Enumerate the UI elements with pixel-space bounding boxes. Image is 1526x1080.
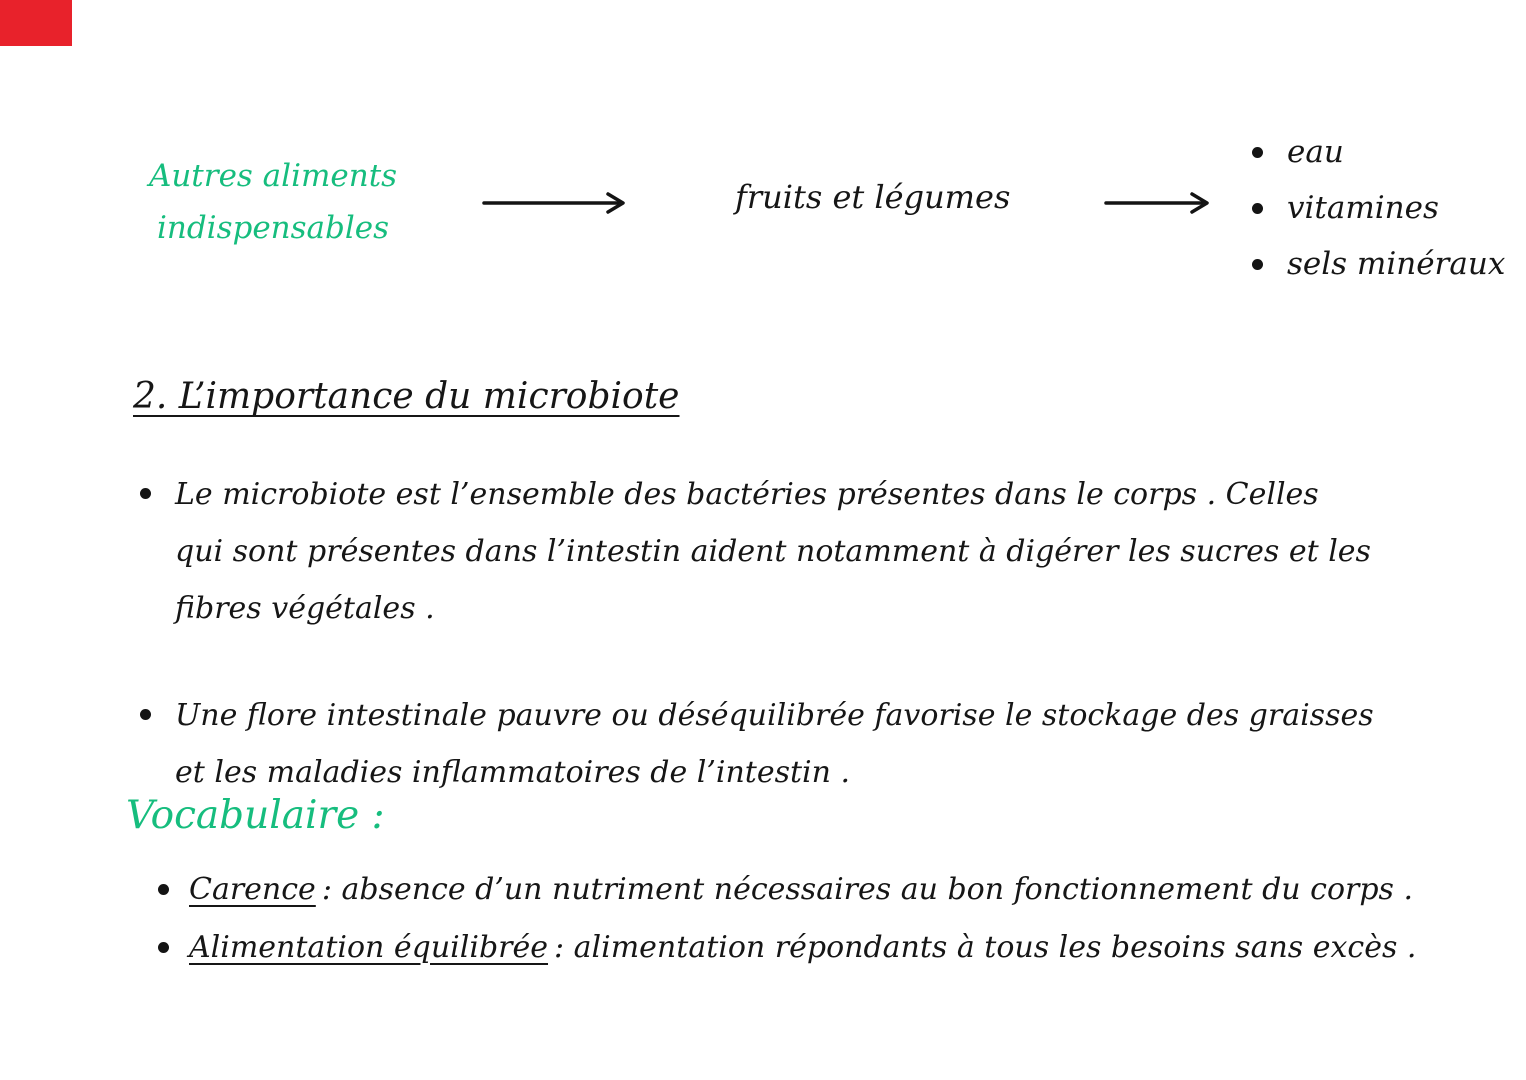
diagram-outputs-list xyxy=(1252,124,1505,292)
vocabulary-entry xyxy=(189,930,1416,965)
list-item xyxy=(158,918,1416,976)
diagram-source-line1: Autres aliments xyxy=(148,158,398,194)
vocabulary-definition: : alimentation répondants à tous les besoins sans excès . xyxy=(554,929,1417,965)
bullet-dot-icon xyxy=(158,942,169,953)
paragraph-text: Le microbiote est l’ensemble des bactéries présentes dans le corps . Celles qui sont présentes dans l’intestin aident notamment à digérer les sucres et les fibres végétales . xyxy=(175,477,1371,626)
list-item xyxy=(1252,180,1505,236)
list-item xyxy=(1252,124,1505,180)
vocabulary-definition: : absence d’un nutriment nécessaires au bon fonctionnement du corps . xyxy=(321,871,1414,907)
food-flow-diagram xyxy=(0,118,1526,308)
output-label: vitamines xyxy=(1287,190,1439,226)
vocabulary-entry xyxy=(189,872,1413,907)
paragraph-text: Une flore intestinale pauvre ou déséquilibrée favorise le stockage des graisses et les maladies inflammatoires de l’intestin . xyxy=(175,698,1374,790)
bullet-dot-icon xyxy=(1252,259,1263,270)
section-heading: 2. L’importance du microbiote xyxy=(133,376,680,417)
list-item xyxy=(140,466,1410,637)
red-corner-mark xyxy=(0,0,72,46)
vocabulary-term: Alimentation équilibrée xyxy=(189,929,549,965)
vocabulary-heading: Vocabulaire : xyxy=(126,793,385,838)
list-item xyxy=(140,687,1410,801)
diagram-source-line2: indispensables xyxy=(156,210,390,246)
bullet-dot-icon xyxy=(1252,203,1263,214)
diagram-source-label xyxy=(148,150,398,254)
output-label: eau xyxy=(1287,134,1344,170)
list-item xyxy=(1252,236,1505,292)
bullet-dot-icon xyxy=(140,709,151,720)
output-label: sels minéraux xyxy=(1287,246,1506,282)
right-arrow-icon xyxy=(482,190,628,216)
right-arrow-icon xyxy=(1104,190,1212,216)
diagram-middle-label: fruits et légumes xyxy=(735,178,1011,216)
vocabulary-list xyxy=(158,860,1416,976)
list-item xyxy=(158,860,1416,918)
bullet-dot-icon xyxy=(1252,147,1263,158)
bullet-dot-icon xyxy=(140,488,151,499)
bullet-dot-icon xyxy=(158,884,169,895)
vocabulary-term: Carence xyxy=(189,871,316,907)
